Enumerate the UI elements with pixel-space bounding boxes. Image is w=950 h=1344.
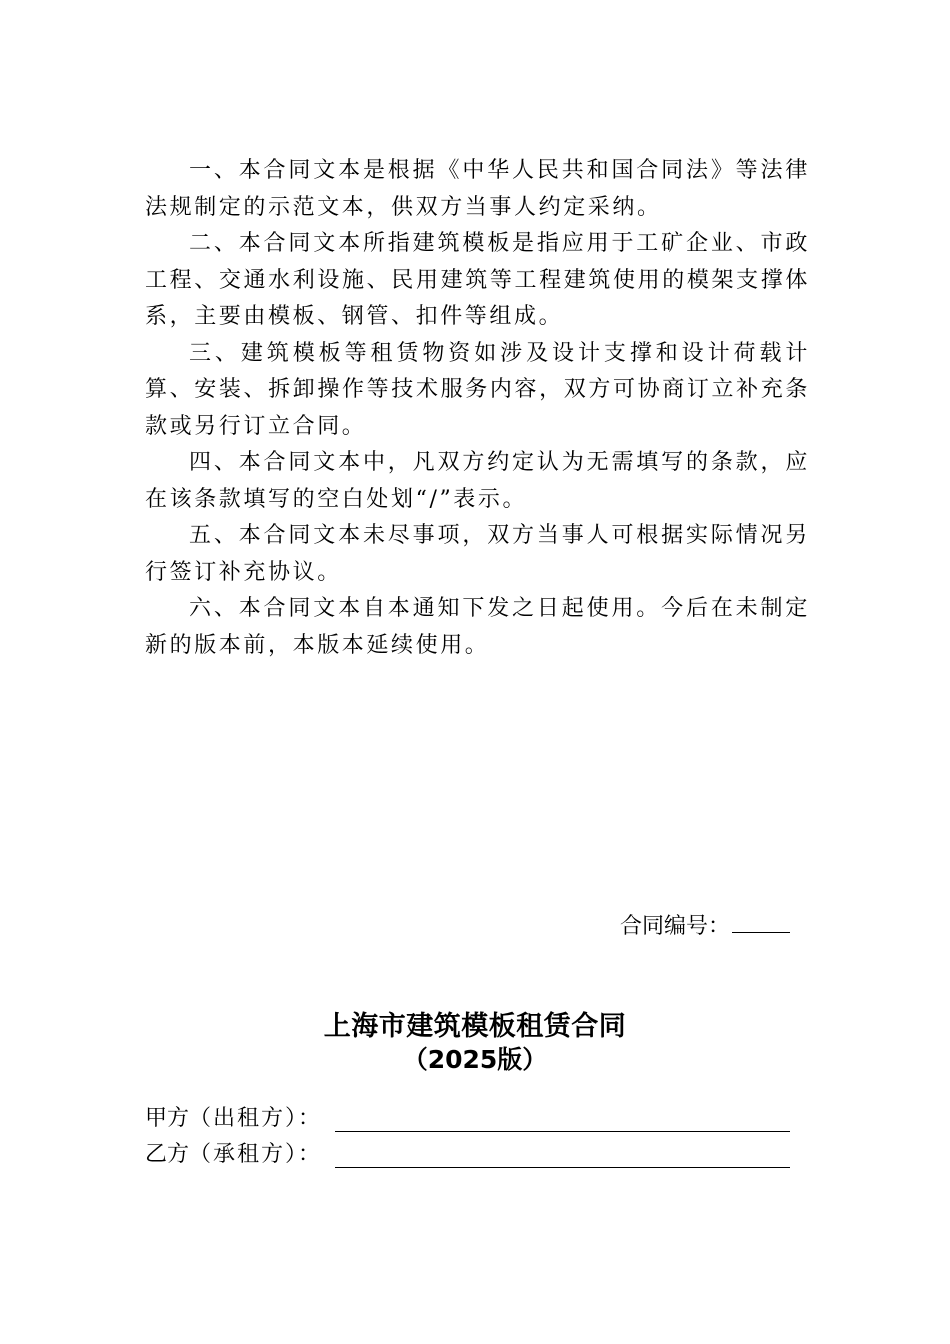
contract-number-blank bbox=[732, 912, 790, 933]
party-a-field bbox=[145, 1104, 320, 1134]
party-a-colon: ： bbox=[298, 1106, 321, 1131]
party-b-blank-line bbox=[335, 1167, 790, 1168]
party-b-field bbox=[145, 1140, 320, 1170]
title-block bbox=[0, 1010, 950, 1076]
party-b-colon: ： bbox=[298, 1142, 321, 1167]
instruction-1: 一、本合同文本是根据《中华人民共和国合同法》等法律法规制定的示范文本，供双方当事人约定采纳。 bbox=[145, 158, 810, 220]
instruction-2: 二、本合同文本所指建筑模板是指应用于工矿企业、市政工程、交通水利设施、民用建筑等工程建筑使用的模架支撑体系，主要由模板、钢管、扣件等组成。 bbox=[145, 231, 810, 329]
contract-number-label: 合同编号： bbox=[620, 914, 731, 939]
party-a-blank-line bbox=[335, 1131, 790, 1132]
instruction-3: 三、建筑模板等租赁物资如涉及设计支撑和设计荷载计算、安装、拆卸操作等技术服务内容，双方可协商订立补充条款或另行订立合同。 bbox=[145, 340, 810, 439]
party-a-role: （出租方） bbox=[189, 1106, 299, 1131]
edition-label: （2025版） bbox=[402, 1045, 548, 1074]
contract-number bbox=[620, 912, 790, 942]
instruction-5: 五、本合同文本未尽事项，双方当事人可根据实际情况另行签订补充协议。 bbox=[145, 523, 810, 585]
party-b-label: 乙方 bbox=[145, 1142, 190, 1167]
document-title: 上海市建筑模板租赁合同 bbox=[323, 1011, 627, 1042]
party-a-label: 甲方 bbox=[145, 1106, 190, 1131]
party-b-role: （承租方） bbox=[189, 1142, 299, 1167]
instruction-4: 四、本合同文本中，凡双方约定认为无需填写的条款，应在该条款填写的空白处划“/”表示。 bbox=[145, 450, 810, 512]
instructions bbox=[145, 153, 810, 664]
instruction-6: 六、本合同文本自本通知下发之日起使用。今后在未制定新的版本前，本版本延续使用。 bbox=[145, 596, 810, 658]
